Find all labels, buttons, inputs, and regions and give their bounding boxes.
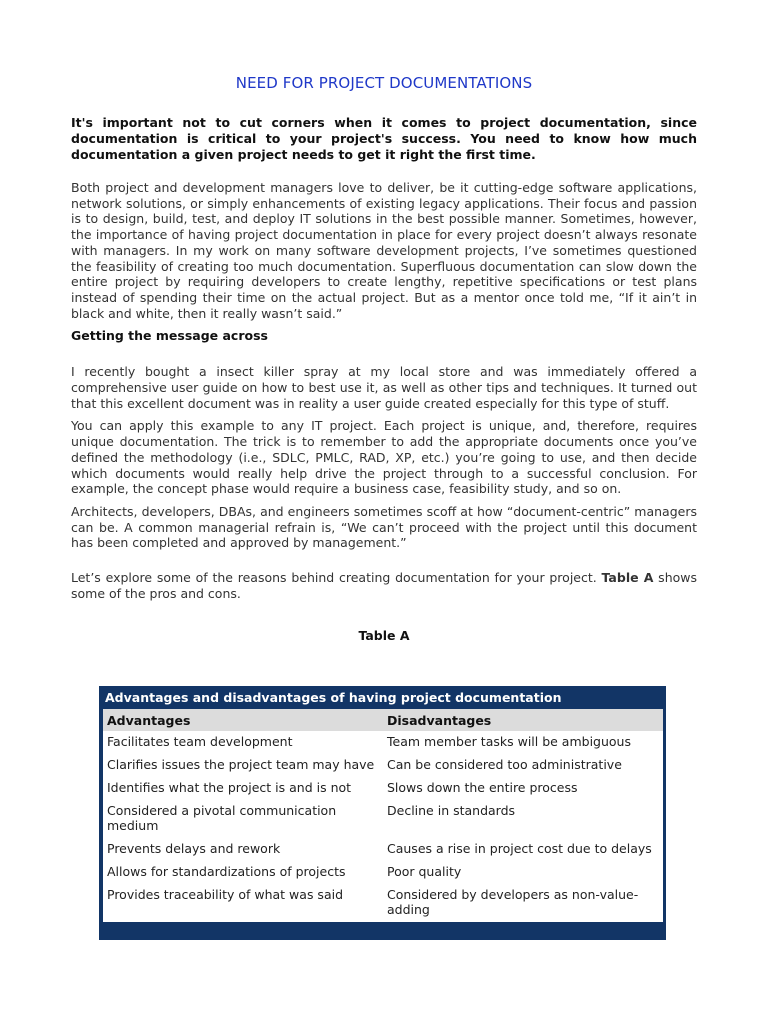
paragraph-1: Both project and development managers love to deliver, be it cutting-edge software applications, network solutions, or simply enhancements of existing legacy applications. Their focus and passion is to design, build, test, and deploy IT solutions in the best possible manner. Sometimes, however, the importance of having project documentation in place for every project doesn’t always resonate with managers. In my work on many software development projects, I’ve sometimes questioned the feasibility of creating too much documentation. Superfluous documentation can slow down the entire project by requiring developers to create lengthy, repetitive specifications or test plans instead of spending their time on the actual project. But as a mentor once told me, “If it ain’t in black and white, then it really wasn’t said.” bbox=[71, 180, 697, 321]
document-body bbox=[71, 74, 697, 651]
table-row bbox=[103, 884, 663, 922]
disadvantage-cell: Can be considered too administrative bbox=[387, 757, 622, 772]
table-row bbox=[103, 754, 663, 777]
page-title: NEED FOR PROJECT DOCUMENTATIONS bbox=[235, 74, 533, 92]
paragraph-5-pre: Let’s explore some of the reasons behind creating documentation for your project. bbox=[71, 570, 602, 586]
paragraph-3: You can apply this example to any IT project. Each project is unique, and, therefore, requires unique documentation. The trick is to remember to add the appropriate documents once you’ve defined the methodology (i.e., SDLC, PMLC, RAD, XP, etc.) you’re going to use, and then decide which documents would really help drive the project through to a successful conclusion. For example, the concept phase would require a business case, feasibility study, and so on. bbox=[71, 418, 697, 497]
paragraph-4: Architects, developers, DBAs, and engineers sometimes scoff at how “document-centric” managers can be. A common managerial refrain is, “We can’t proceed with the project until this document has been completed and approved by management.” bbox=[71, 503, 697, 551]
table-row bbox=[103, 800, 663, 838]
advantage-cell: Provides traceability of what was said bbox=[107, 887, 344, 902]
advantage-cell: Allows for standardizations of projects bbox=[107, 864, 346, 879]
paragraph-5-post: shows some of the pros and cons. bbox=[71, 570, 697, 601]
table-row bbox=[103, 731, 663, 754]
disadvantage-cell: Poor quality bbox=[387, 864, 462, 879]
table-caption: Table A bbox=[358, 628, 410, 644]
advantage-cell: Identifies what the project is and is not bbox=[107, 780, 352, 795]
paragraph-2: I recently bought a insect killer spray at my local store and was immediately offered a comprehensive user guide on how to best use it, as well as other tips and techniques. It turned out that this excellent document was in reality a user guide created especially for this type of stuff. bbox=[71, 364, 697, 411]
table-row bbox=[103, 838, 663, 861]
table-row bbox=[103, 861, 663, 884]
paragraph-5 bbox=[71, 570, 697, 601]
column-disadvantages: Disadvantages bbox=[383, 709, 663, 731]
disadvantage-cell: Considered by developers as non-value-adding bbox=[387, 887, 639, 917]
advantage-cell: Clarifies issues the project team may have bbox=[107, 757, 375, 772]
disadvantage-cell: Decline in standards bbox=[387, 803, 516, 818]
pros-cons-table bbox=[99, 686, 666, 940]
table-grid bbox=[103, 709, 663, 922]
advantage-cell: Facilitates team development bbox=[107, 734, 293, 749]
table-row bbox=[103, 777, 663, 800]
table-header: Advantages and disadvantages of having project documentation bbox=[105, 690, 562, 705]
disadvantage-cell: Slows down the entire process bbox=[387, 780, 578, 795]
table-ref: Table A bbox=[601, 570, 654, 586]
disadvantage-cell: Causes a rise in project cost due to delays bbox=[387, 841, 652, 856]
advantage-cell: Prevents delays and rework bbox=[107, 841, 281, 856]
lead-paragraph: It's important not to cut corners when it comes to project documentation, since documentation is critical to your project's success. You need to know how much documentation a given project needs to get it right the first time. bbox=[71, 115, 697, 162]
section-heading: Getting the message across bbox=[71, 328, 268, 344]
column-advantages: Advantages bbox=[103, 709, 383, 731]
advantage-cell: Considered a pivotal communication medium bbox=[107, 803, 337, 833]
table-column-headers bbox=[103, 709, 663, 731]
disadvantage-cell: Team member tasks will be ambiguous bbox=[387, 734, 631, 749]
